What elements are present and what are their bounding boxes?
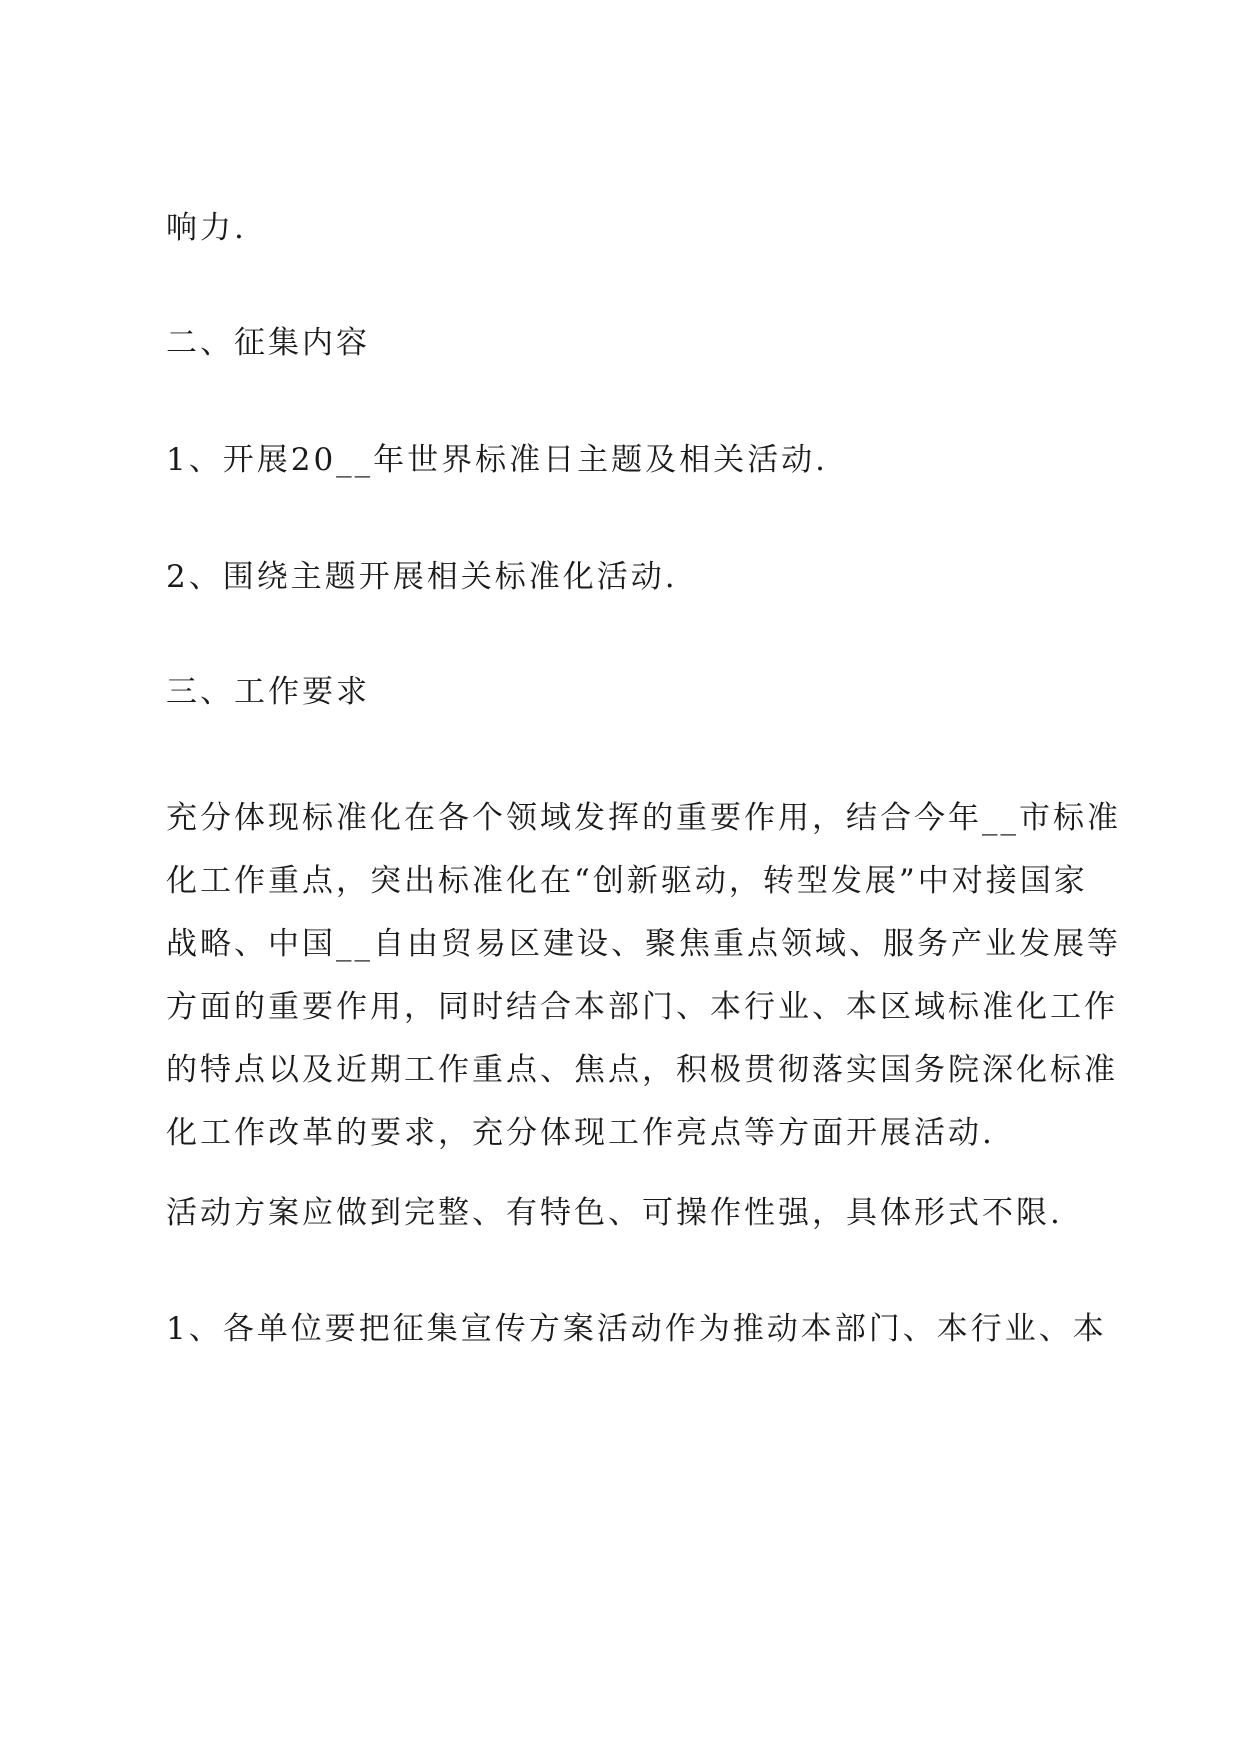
paragraph-line: 化工作重点，突出标准化在“创新驱动，转型发展”中对接国家 [166,863,1088,899]
requirements-paragraph [166,787,1121,1165]
list-item-1: 1、开展20__年世界标准日主题及相关活动. [166,442,829,478]
paragraph-line: 充分体现标准化在各个领域发挥的重要作用，结合今年__市标准 [166,800,1121,836]
paragraph-line: 化工作改革的要求，充分体现工作亮点等方面开展活动. [166,1115,995,1151]
section-heading-3: 三、工作要求 [166,674,370,710]
requirement-item-1: 1、各单位要把征集宣传方案活动作为推动本部门、本行业、本 [166,1311,1107,1347]
paragraph-line: 的特点以及近期工作重点、焦点，积极贯彻落实国务院深化标准 [166,1052,1118,1088]
text-line-continuation: 响力. [166,210,247,246]
paragraph-line: 战略、中国__自由贸易区建设、聚焦重点领域、服务产业发展等 [166,926,1121,962]
section-heading-2: 二、征集内容 [166,325,370,361]
list-item-2: 2、围绕主题开展相关标准化活动. [166,559,678,595]
plan-requirement-line: 活动方案应做到完整、有特色、可操作性强，具体形式不限. [166,1195,1063,1231]
paragraph-line: 方面的重要作用，同时结合本部门、本行业、本区域标准化工作 [166,989,1118,1025]
